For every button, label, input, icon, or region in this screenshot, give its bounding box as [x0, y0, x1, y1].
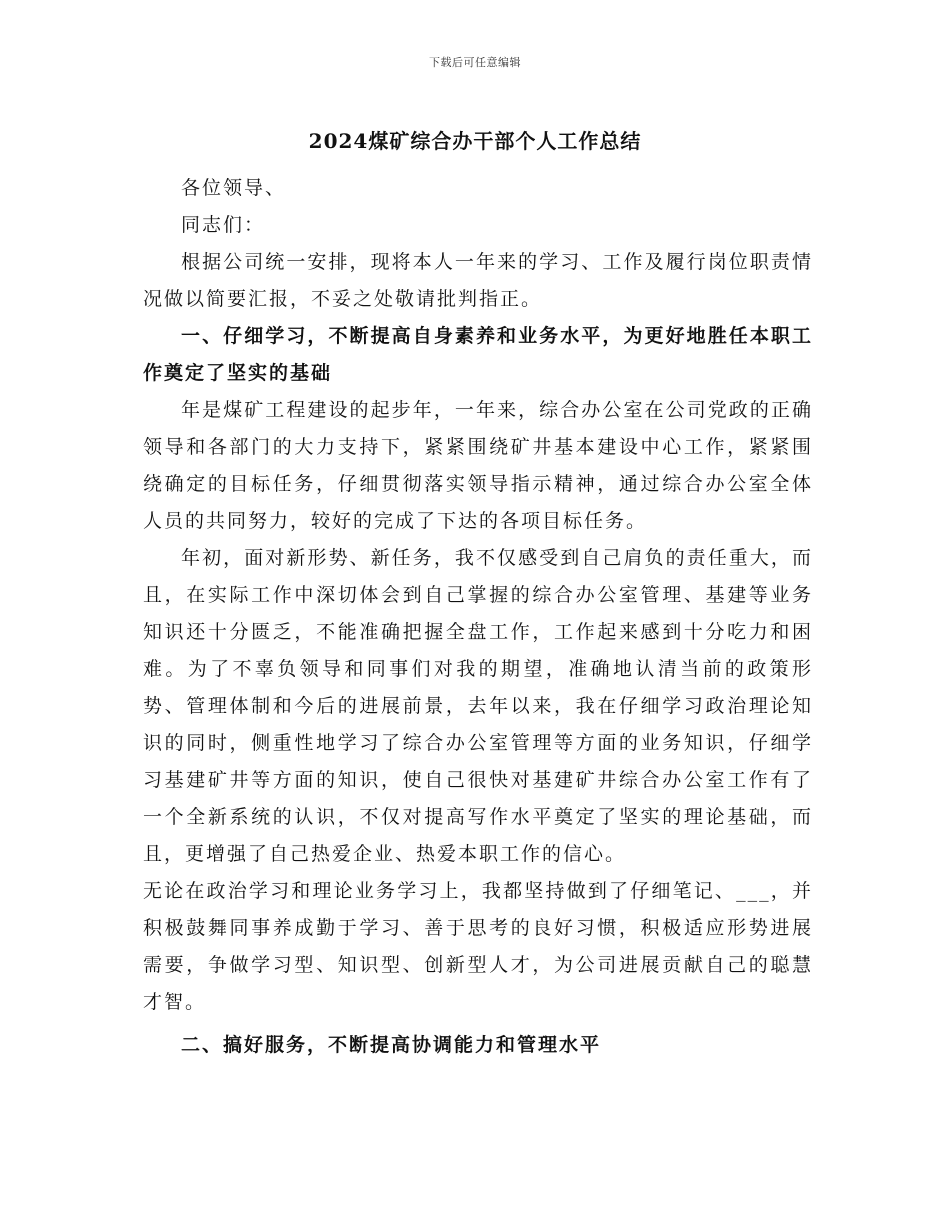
body-paragraph: 年是煤矿工程建设的起步年，一年来，综合办公室在公司党政的正确领导和各部门的大力支持下，紧紧围绕矿井基本建设中心工作，紧紧围绕确定的目标任务，仔细贯彻落实领导指示精神，通过综合办公室全体人员的共同努力，较好的完成了下达的各项目标任务。 — [143, 399, 813, 532]
document-body — [143, 170, 813, 1064]
page-header-note: 下载后可任意编辑 — [429, 56, 521, 69]
salutation-line-2: 同志们： — [181, 214, 266, 236]
section-heading-1: 一、仔细学习，不断提高自身素养和业务水平，为更好地胜任本职工作奠定了坚实的基础 — [143, 325, 813, 384]
document-title: 2024煤矿综合办干部个人工作总结 — [308, 129, 642, 153]
body-paragraph: 年初，面对新形势、新任务，我不仅感受到自己肩负的责任重大，而且，在实际工作中深切体会到自己掌握的综合办公室管理、基建等业务知识还十分匮乏，不能准确把握全盘工作，工作起来感到十分吃力和困难。为了不辜负领导和同事们对我的期望，准确地认清当前的政策形势、管理体制和今后的进展前景，去年以来，我在仔细学习政治理论知识的同时，侧重性地学习了综合办公室管理等方面的业务知识，仔细学习基建矿井等方面的知识，使自己很快对基建矿井综合办公室工作有了一个全新系统的认识，不仅对提高写作水平奠定了坚实的理论基础，而且，更增强了自己热爱企业、热爱本职工作的信心。 — [143, 547, 813, 865]
intro-paragraph: 根据公司统一安排，现将本人一年来的学习、工作及履行岗位职责情况做以简要汇报，不妥之处敬请批判指正。 — [143, 251, 813, 310]
section-heading-2: 二、搞好服务，不断提高协调能力和管理水平 — [181, 1034, 602, 1056]
body-paragraph: 无论在政治学习和理论业务学习上，我都坚持做到了仔细笔记、___，并积极鼓舞同事养成勤于学习、善于思考的良好习惯，积极适应形势进展需要，争做学习型、知识型、创新型人才，为公司进展贡献自己的聪慧才智。 — [143, 880, 813, 1013]
salutation-line-1: 各位领导、 — [181, 177, 287, 199]
